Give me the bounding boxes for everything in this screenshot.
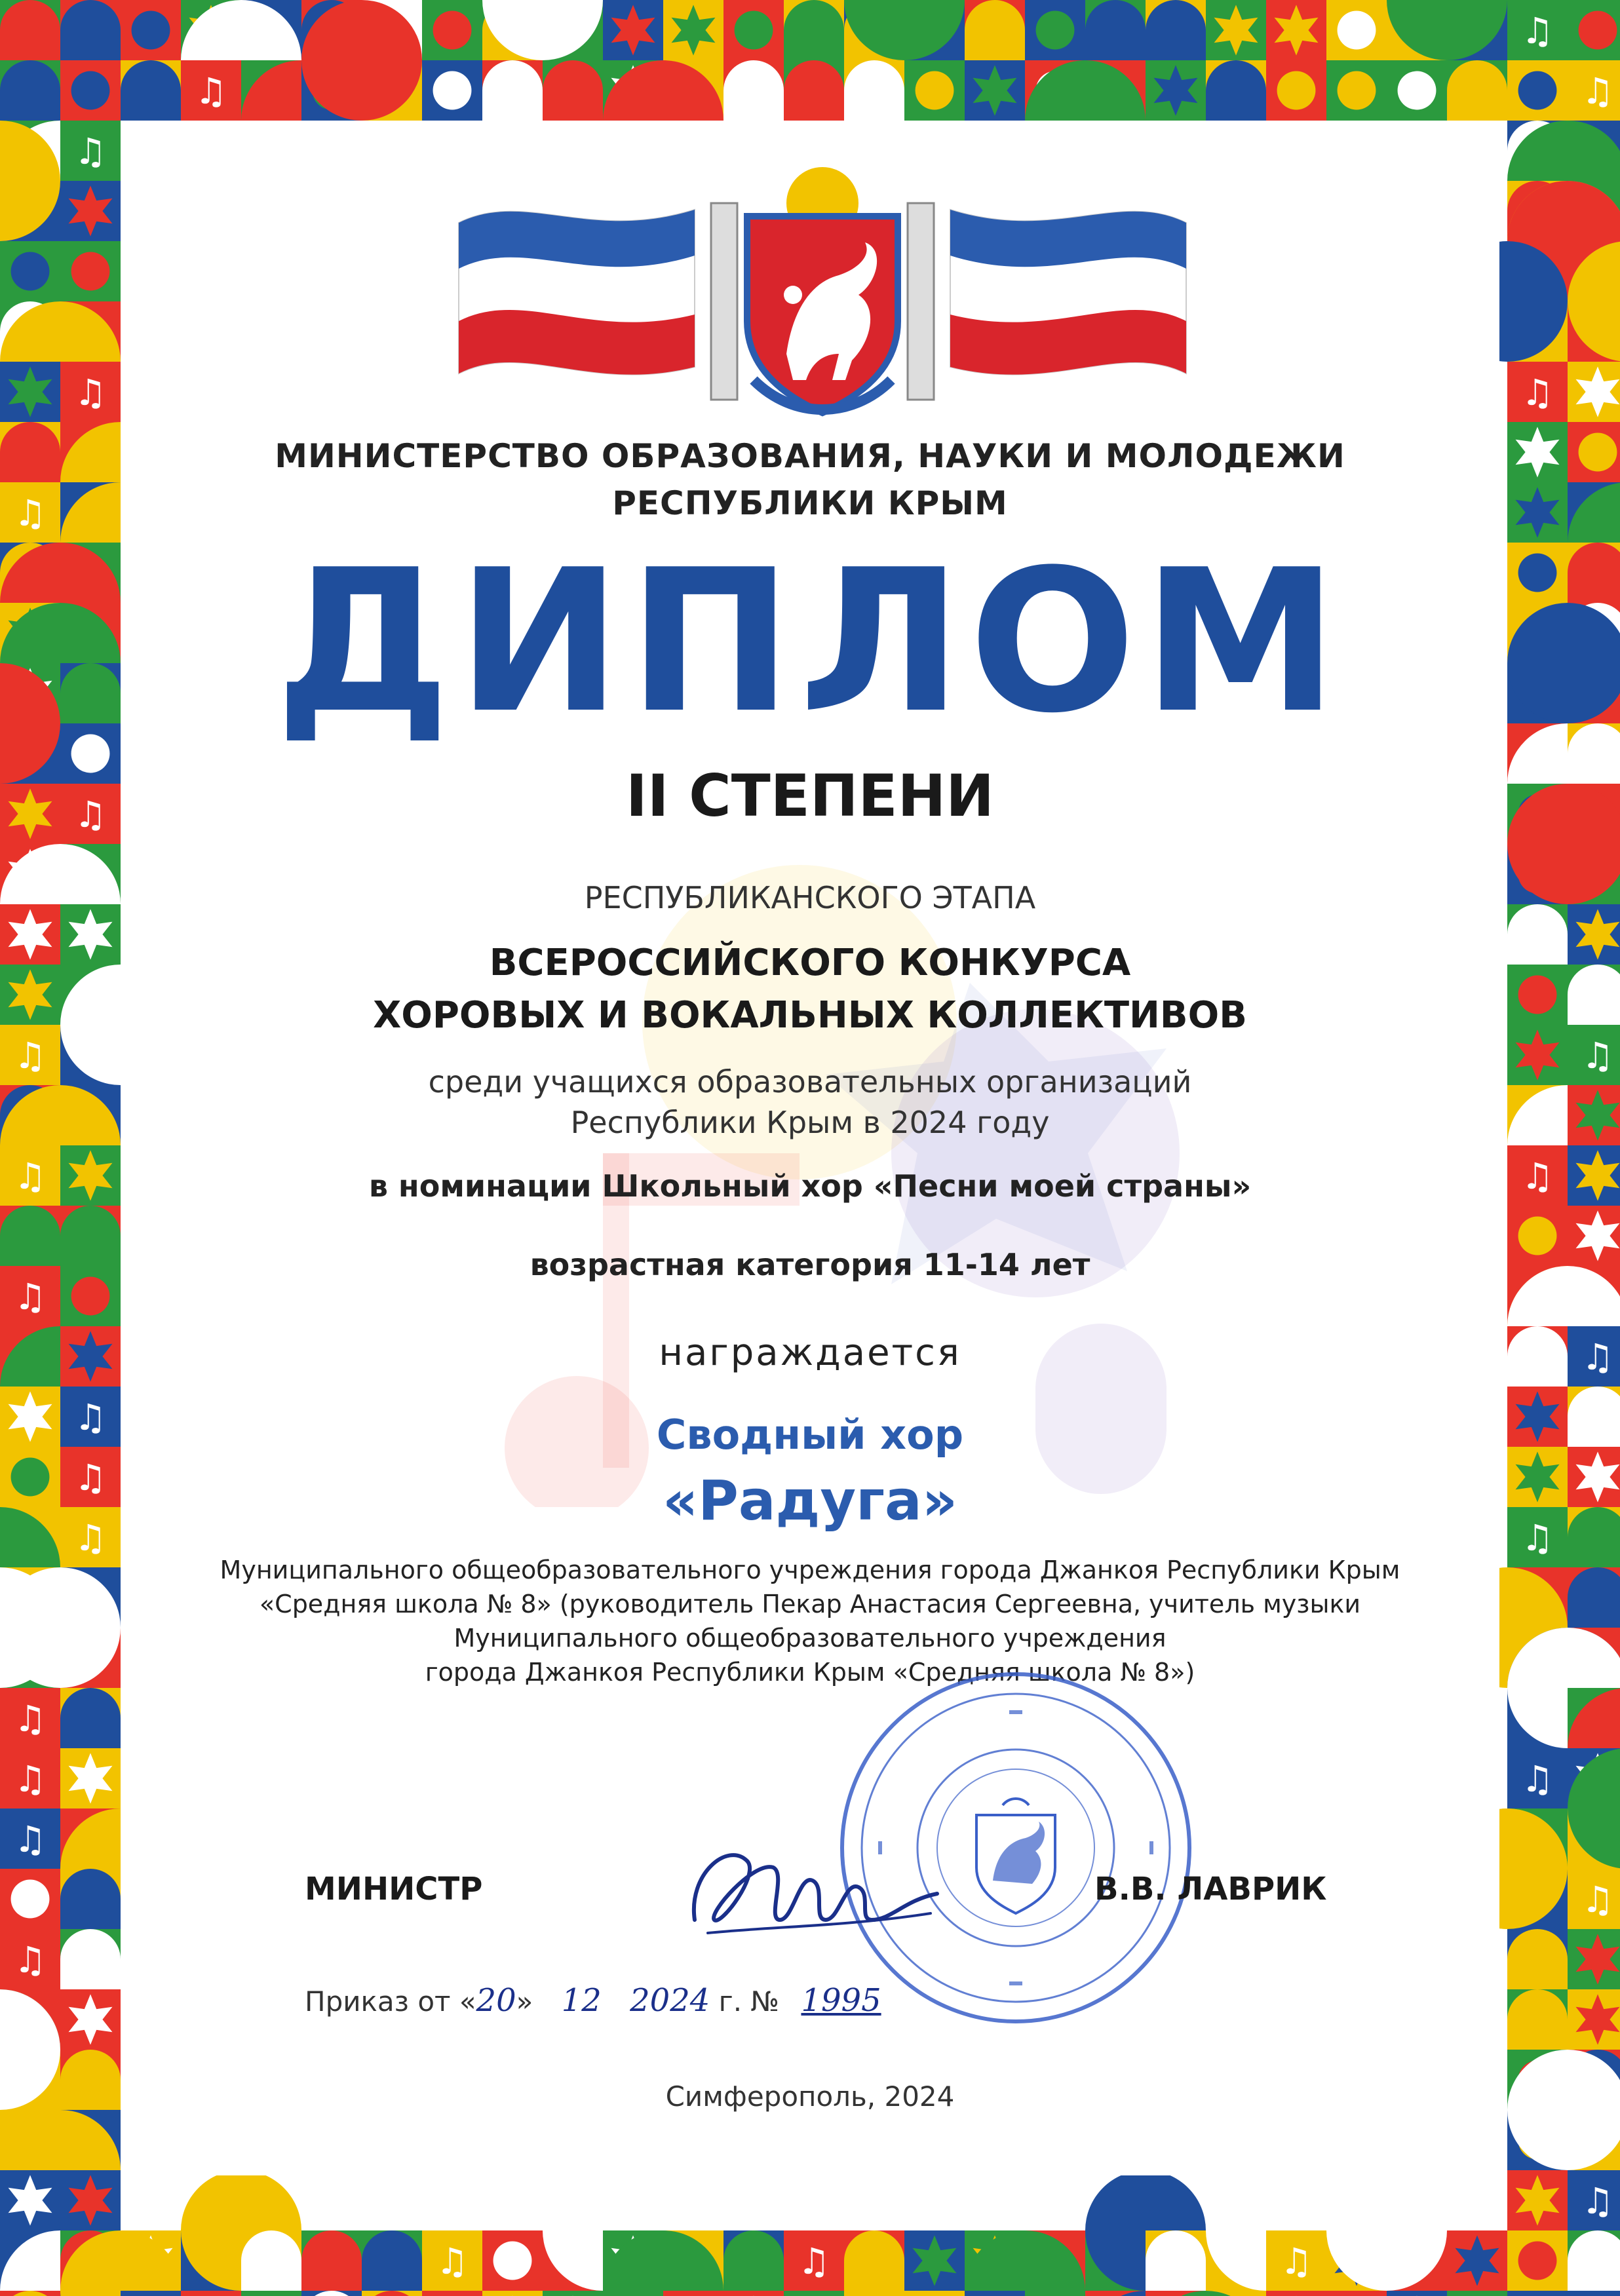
- border-tile: [603, 0, 663, 60]
- svg-text:♫: ♫: [1280, 2241, 1313, 2284]
- border-tile: [543, 2291, 603, 2296]
- border-tile: [1326, 0, 1387, 60]
- order-day-close: »: [516, 1985, 533, 2018]
- border-tile: [1568, 362, 1620, 422]
- border-tile: [1326, 2291, 1387, 2296]
- border-tile: [1568, 1929, 1620, 1989]
- border-tile: [1447, 2230, 1507, 2291]
- svg-text:♫: ♫: [1581, 1879, 1614, 1922]
- svg-text:♫: ♫: [14, 1759, 47, 1801]
- border-tile: [60, 60, 121, 121]
- institution-line-1: Муниципального общеобразовательного учреждения города Джанкоя Республики Крым: [220, 1556, 1400, 1584]
- svg-text:♫: ♫: [798, 2241, 830, 2284]
- border-tile: [723, 2230, 784, 2291]
- svg-text:♫: ♫: [14, 493, 47, 535]
- svg-text:♫: ♫: [1581, 1035, 1614, 1078]
- order-year: 2024: [630, 1982, 710, 2019]
- border-tile: [121, 2291, 181, 2296]
- svg-text:♫: ♫: [14, 1819, 47, 1862]
- border-tile: [1568, 0, 1620, 60]
- order-month: 12: [561, 1982, 602, 2019]
- institution-line-2: «Средняя школа № 8» (руководитель Пекар Анастасия Сергеевна, учитель музыки: [259, 1590, 1361, 1618]
- winner-group-name: «Радуга»: [663, 1468, 957, 1533]
- institution-line-3: Муниципального общеобразовательного учреждения: [453, 1624, 1167, 1653]
- crimea-coat-of-arms-emblem: [446, 164, 1199, 426]
- ministry-line-1: МИНИСТЕРСТВО ОБРАЗОВАНИЯ, НАУКИ И МОЛОДЕЖИ: [275, 437, 1345, 475]
- border-tile: [422, 60, 482, 121]
- participants-line-2: Республики Крым в 2024 году: [570, 1105, 1050, 1140]
- age-category-text: возрастная категория 11-14 лет: [530, 1247, 1090, 1282]
- border-tile: [1507, 2230, 1568, 2291]
- svg-text:♫: ♫: [14, 1035, 47, 1078]
- svg-text:♫: ♫: [436, 2241, 469, 2284]
- border-tile: [1085, 0, 1146, 60]
- border-tile: [1568, 2170, 1620, 2230]
- order-suffix: г. №: [710, 1985, 780, 2018]
- nomination-text: в номинации Школьный хор «Песни моей страны»: [368, 1168, 1252, 1204]
- svg-text:♫: ♫: [74, 794, 107, 837]
- signatory-position: МИНИСТР: [305, 1871, 483, 1907]
- border-tile: [60, 1869, 121, 1929]
- border-tile: [301, 0, 422, 121]
- border-tile: [1387, 2291, 1447, 2296]
- border-tile: [1206, 60, 1266, 121]
- border-tile: [965, 60, 1025, 121]
- svg-text:♫: ♫: [14, 1940, 47, 1982]
- participants-line-1: среди учащихся образовательных организаций: [428, 1064, 1192, 1100]
- handwritten-signature: [675, 1822, 950, 1953]
- border-tile: [181, 60, 241, 121]
- border-tile: [60, 1989, 121, 2050]
- awarded-label: награждается: [659, 1331, 961, 1374]
- border-tile: [60, 1748, 121, 1808]
- svg-text:♫: ♫: [1581, 71, 1614, 113]
- border-tile: [784, 2230, 844, 2291]
- border-tile: [904, 2230, 965, 2291]
- border-tile: [844, 2230, 904, 2291]
- border-tile: [1266, 2230, 1326, 2291]
- border-tile: [1507, 1929, 1568, 1989]
- border-tile: [904, 60, 965, 121]
- border-tile: [60, 1929, 121, 1989]
- border-tile: [0, 1808, 60, 1869]
- border-tile: [0, 1869, 60, 1929]
- svg-text:♫: ♫: [195, 71, 227, 113]
- border-tile: [60, 2170, 121, 2230]
- border-tile: [1447, 2291, 1507, 2296]
- border-tile: [1568, 2291, 1620, 2296]
- svg-text:♫: ♫: [74, 1518, 107, 1560]
- svg-text:♫: ♫: [1521, 10, 1554, 53]
- participants-description: [0, 1062, 1620, 1143]
- border-tile: [784, 60, 844, 121]
- border-tile: [121, 60, 181, 121]
- border-tile: [60, 241, 121, 301]
- border-tile: [723, 2291, 784, 2296]
- border-tile: [1568, 2230, 1620, 2291]
- border-tile: [1507, 362, 1568, 422]
- border-tile: [1568, 1989, 1620, 2050]
- border-tile: [422, 2230, 482, 2291]
- border-tile: [1507, 1748, 1568, 1808]
- svg-text:♫: ♫: [1521, 1518, 1554, 1560]
- border-tile: [1507, 2170, 1568, 2230]
- border-tile: [0, 1748, 60, 1808]
- border-tile: [1266, 2291, 1326, 2296]
- border-tile: [723, 0, 784, 60]
- ministry-header: [0, 432, 1620, 527]
- border-tile: [0, 1688, 60, 1748]
- order-day: 20: [476, 1982, 516, 2019]
- border-tile: [0, 60, 60, 121]
- border-tile: [1326, 2170, 1447, 2291]
- contest-line-2: ХОРОВЫХ И ВОКАЛЬНЫХ КОЛЛЕКТИВОВ: [373, 994, 1247, 1037]
- border-tile: [1387, 60, 1447, 121]
- border-tile: [1568, 60, 1620, 121]
- border-tile: [784, 0, 844, 60]
- border-tile: [0, 2291, 60, 2296]
- border-tile: [60, 181, 121, 241]
- border-tile: [241, 2230, 301, 2291]
- svg-text:♫: ♫: [74, 1397, 107, 1440]
- degree-label: II СТЕПЕНИ: [626, 762, 994, 830]
- border-tile: [663, 2291, 723, 2296]
- svg-text:♫: ♫: [14, 1156, 47, 1198]
- border-tile: [904, 2291, 965, 2296]
- border-tile: [422, 2291, 482, 2296]
- svg-text:♫: ♫: [1581, 2181, 1614, 2223]
- institution-description: [0, 1553, 1620, 1689]
- winner-group-type: Сводный хор: [656, 1411, 964, 1459]
- border-tile: [121, 0, 181, 60]
- border-tile: [965, 0, 1025, 60]
- border-tile: [60, 362, 121, 422]
- border-tile: [241, 2291, 301, 2296]
- contest-name: [0, 937, 1620, 1042]
- border-tile: [1507, 1989, 1568, 2050]
- border-tile: [1447, 60, 1507, 121]
- border-tile: [784, 2291, 844, 2296]
- border-tile: [1206, 0, 1266, 60]
- border-tile: [0, 362, 60, 422]
- city-and-year: Симферополь, 2024: [665, 2080, 955, 2113]
- border-tile: [60, 0, 121, 60]
- border-tile: [1146, 60, 1206, 121]
- svg-text:♫: ♫: [14, 1276, 47, 1319]
- border-tile: [301, 2291, 362, 2296]
- stage-label: РЕСПУБЛИКАНСКОГО ЭТАПА: [584, 880, 1036, 915]
- border-tile: [1025, 0, 1085, 60]
- institution-line-4: города Джанкоя Республики Крым «Средняя школа № 8»): [425, 1658, 1195, 1687]
- border-tile: [1266, 0, 1326, 60]
- diploma-title: ДИПЛОМ: [275, 527, 1345, 756]
- signatory-name: В.В. ЛАВРИК: [1094, 1871, 1327, 1907]
- border-tile: [1146, 2230, 1206, 2291]
- border-tile: [482, 2230, 543, 2291]
- border-tile: [1326, 60, 1387, 121]
- border-tile: [1568, 1869, 1620, 1929]
- svg-text:♫: ♫: [14, 1698, 47, 1741]
- border-tile: [543, 60, 603, 121]
- border-tile: [844, 2291, 904, 2296]
- svg-text:♫: ♫: [74, 1457, 107, 1500]
- border-tile: [181, 2291, 241, 2296]
- border-tile: [663, 0, 723, 60]
- contest-line-1: ВСЕРОССИЙСКОГО КОНКУРСА: [489, 942, 1131, 984]
- border-tile: [1507, 0, 1568, 60]
- border-tile: [0, 241, 60, 301]
- svg-text:♫: ♫: [74, 131, 107, 174]
- border-tile: [362, 2291, 422, 2296]
- border-tile: [60, 121, 121, 181]
- border-tile: [482, 60, 543, 121]
- border-tile: [1507, 60, 1568, 121]
- border-tile: [1266, 60, 1326, 121]
- border-tile: [723, 60, 784, 121]
- order-prefix: Приказ от «: [305, 1985, 476, 2018]
- border-tile: [362, 2230, 422, 2291]
- svg-text:♫: ♫: [1581, 1337, 1614, 1379]
- order-reference: [305, 1982, 881, 2019]
- border-tile: [965, 2291, 1025, 2296]
- border-tile: [301, 2230, 362, 2291]
- border-tile: [60, 1688, 121, 1748]
- border-tile: [1025, 2291, 1085, 2296]
- border-tile: [482, 2291, 543, 2296]
- svg-text:♫: ♫: [1521, 372, 1554, 415]
- border-tile: [1507, 2291, 1568, 2296]
- order-number: 1995: [801, 1982, 881, 2019]
- border-tile: [844, 60, 904, 121]
- border-tile: [0, 0, 60, 60]
- border-tile: [0, 2170, 60, 2230]
- svg-text:♫: ♫: [1521, 1759, 1554, 1801]
- border-tile: [603, 2291, 663, 2296]
- ministry-line-2: РЕСПУБЛИКИ КРЫМ: [612, 484, 1008, 522]
- border-tile: [0, 1929, 60, 1989]
- border-tile: [1146, 0, 1206, 60]
- svg-text:♫: ♫: [74, 372, 107, 415]
- border-tile: [422, 0, 482, 60]
- svg-text:♫: ♫: [1521, 1156, 1554, 1198]
